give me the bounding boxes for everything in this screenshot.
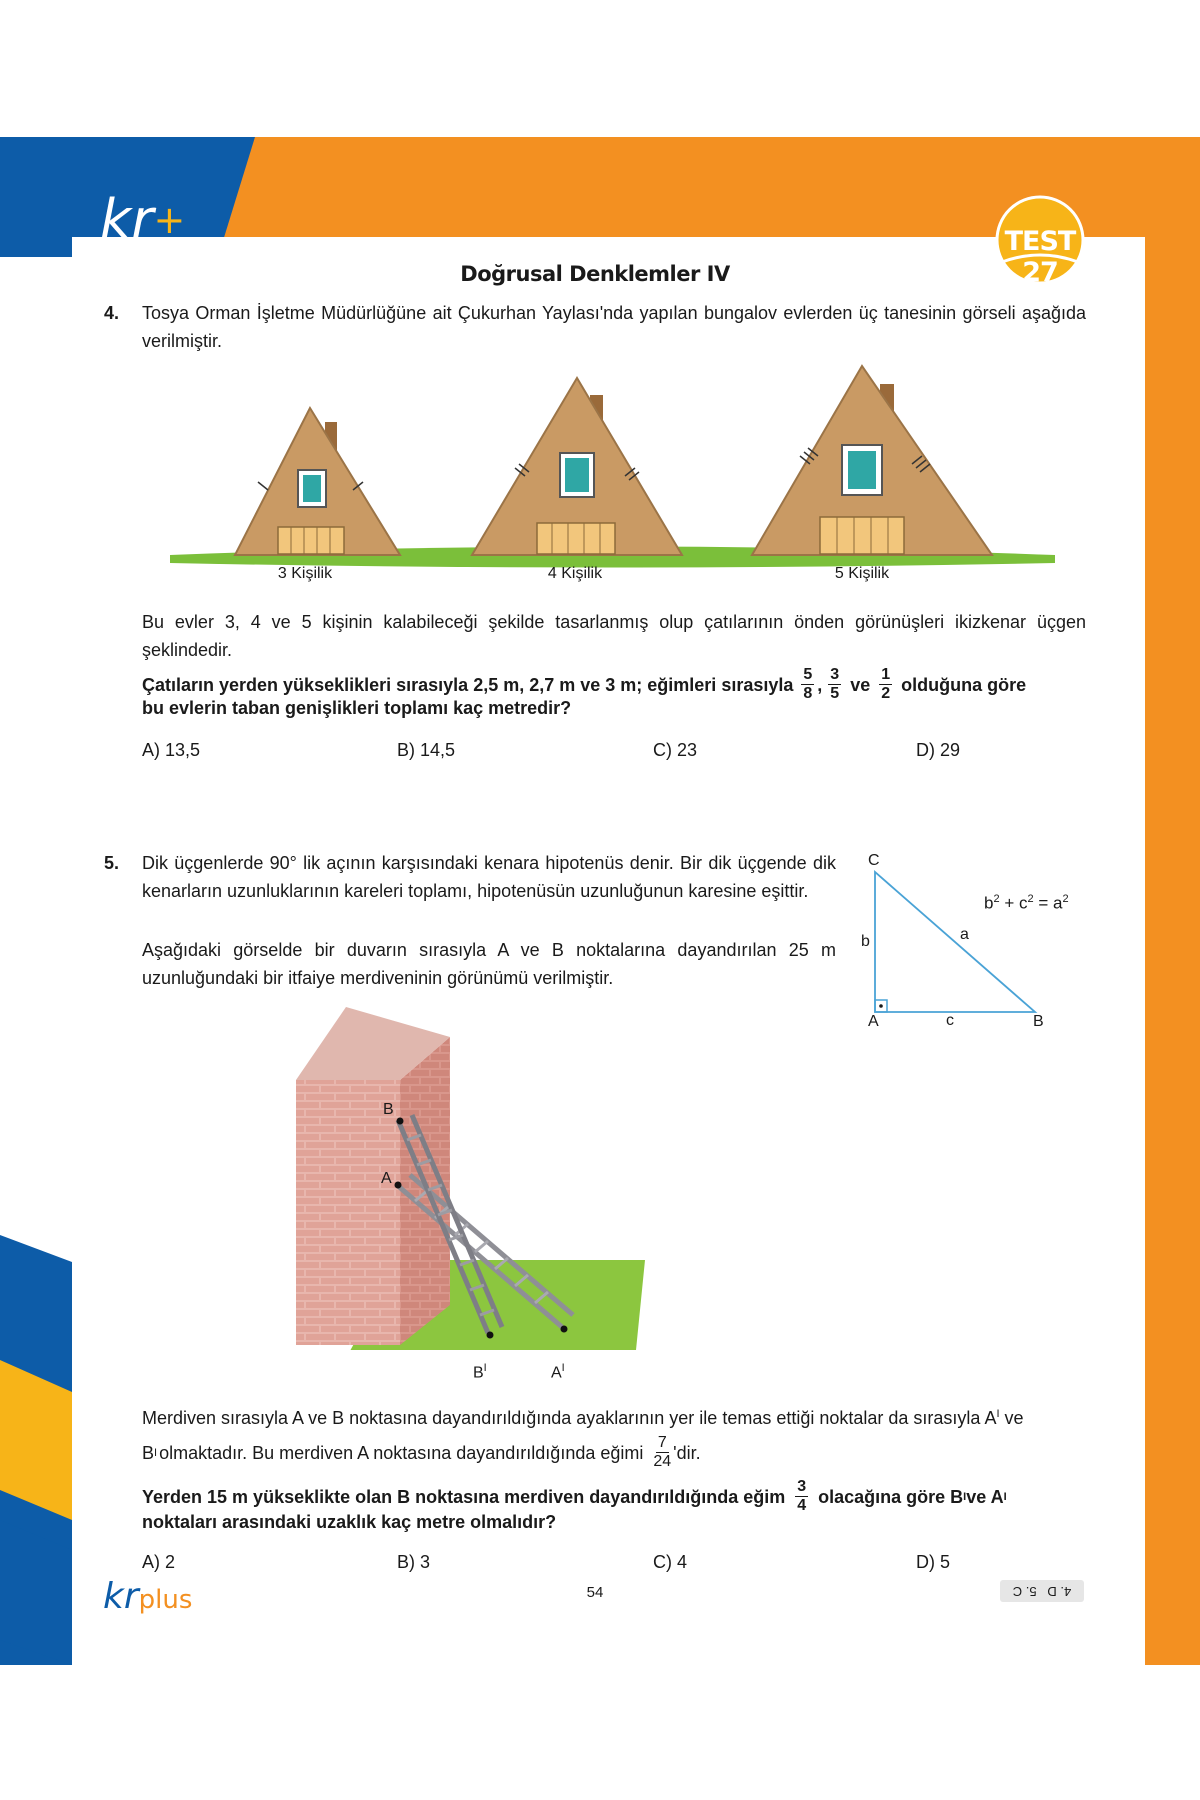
wall-ladder-illustration <box>290 1005 660 1350</box>
slope-fraction-2: $\frac{3}{5}$ <box>830 666 840 702</box>
q4-question-line2: bu evlerin taban genişlikleri toplamı kaç metredir? <box>142 698 572 718</box>
house-label-3: 5 Kişilik <box>834 565 890 582</box>
house-5-person <box>752 366 992 555</box>
q5-number: 5. <box>104 853 120 873</box>
point-Aprime-dot <box>561 1326 568 1333</box>
slope-fraction-3-4: $\frac{3}{4}$ <box>797 1478 807 1514</box>
header-logo <box>100 190 185 250</box>
q4-question-line1: Çatıların yerden yükseklikleri sırasıyla 2,5 m, 2,7 m ve 3 m; eğimleri sırasıyla $\frac{5}{8}$ , $\frac{3}{5}$ ve $\frac{1}{2}$ olduğuna göre <box>142 666 1027 702</box>
q4-bold-b: olduğuna göre <box>901 674 1027 695</box>
answer-key: 4. D 5. C <box>1000 1580 1084 1602</box>
q5-question-line2: noktaları arasındaki uzaklık kaç metre olmalıdır? <box>142 1512 557 1532</box>
q4-choice-c[interactable]: C) 23 <box>653 740 698 760</box>
ladder-label-B: B <box>383 1101 394 1118</box>
tri-label-b: b <box>861 933 870 950</box>
tri-label-C: C <box>868 852 880 869</box>
q4-number: 4. <box>104 303 120 323</box>
tri-label-a: a <box>960 926 969 943</box>
page-title: Doğrusal Denklemler IV <box>460 262 730 286</box>
house-label-2: 4 Kişilik <box>547 565 603 582</box>
wall-front <box>296 1080 400 1345</box>
test-badge-label: TEST 27 <box>1004 226 1076 288</box>
q4-intro: Tosya Orman İşletme Müdürlüğüne ait Çukurhan Yaylası'nda yapılan bungalov evlerden üç tanesinin görseli aşağıda verilmiştir. <box>142 303 1086 351</box>
point-B-dot <box>397 1118 404 1125</box>
ladder-label-Bprime: $B^I$ <box>473 1362 487 1382</box>
logo-text: kr <box>100 188 154 251</box>
slope-fraction-3: $\frac{1}{2}$ <box>881 666 891 702</box>
tri-label-A: A <box>868 1013 879 1030</box>
q5-paragraph-3-line2: B I olmaktadır. Bu merdiven A noktasına dayandırıldığında eğimi $\frac{7}{24}$ 'dir. <box>142 1434 701 1470</box>
house-label-1: 3 Kişilik <box>277 565 333 582</box>
q5-choice-b[interactable]: B) 3 <box>397 1552 431 1572</box>
pythagoras-formula: $b^2 + c^2 = a^2$ <box>984 893 1069 913</box>
q5-choice-a[interactable]: A) 2 <box>142 1552 176 1572</box>
q4-description: Bu evler 3, 4 ve 5 kişinin kalabileceği şekilde tasarlanmış olup çatılarının önden görünüşleri ikizkenar üçgen şeklindedir. <box>142 612 1086 660</box>
q5-paragraph-1: Dik üçgenlerde 90° lik açının karşısındaki kenara hipotenüs denir. Bir dik üçgende dik kenarların uzunluklarının kareleri toplamı, hipotenüsün uzunluğunun karesine eşittir. <box>142 853 836 901</box>
slope-fraction-7-24: $\frac{7}{24}$ <box>653 1434 672 1470</box>
q5-choice-c[interactable]: C) 4 <box>653 1552 688 1572</box>
tri-label-B: B <box>1033 1013 1044 1030</box>
ladder-label-Aprime: $A^I$ <box>551 1362 565 1382</box>
bungalow-illustration <box>160 360 1060 575</box>
q4-bold-a: Çatıların yerden yükseklikleri sırasıyla 2,5 m, 2,7 m ve 3 m; eğimleri sırasıyla <box>142 674 794 695</box>
house-3-person <box>235 408 400 555</box>
slope-fraction-1: $\frac{5}{8}$ <box>803 666 813 702</box>
right-triangle-diagram <box>860 852 1100 1037</box>
q4-ve: ve <box>850 674 871 695</box>
q5-choice-d[interactable]: D) 5 <box>916 1552 951 1572</box>
q5-paragraph-3-line1: Merdiven sırasıyla A ve B noktasına dayandırıldığında ayaklarının yer ile temas ettiği noktalar da sırasıyla $A^I$ ve <box>142 1408 1024 1428</box>
point-Bprime-dot <box>487 1332 494 1339</box>
ladder-label-A: A <box>381 1170 392 1187</box>
q4-choice-d[interactable]: D) 29 <box>916 740 961 760</box>
q4-choice-b[interactable]: B) 14,5 <box>397 740 456 760</box>
q5-question-line1: Yerden 15 m yükseklikte olan B noktasına merdiven dayandırıldığında eğim $\frac{3}{4}$ olacağına göre B I ve A I <box>142 1478 1007 1514</box>
tri-label-c: c <box>946 1012 954 1029</box>
logo-plus: + <box>153 198 186 242</box>
footer-logo-plus: plus <box>138 1585 193 1615</box>
q4-choice-a[interactable]: A) 13,5 <box>142 740 201 760</box>
footer-logo <box>103 1575 192 1622</box>
point-A-dot <box>395 1182 402 1189</box>
house-4-person <box>472 378 682 555</box>
footer-logo-kr: kr <box>103 1576 139 1617</box>
q5-paragraph-2: Aşağıdaki görselde bir duvarın sırasıyla A ve B noktalarına dayandırılan 25 m uzunluğundaki bir itfaiye merdiveninin görünümü verilmiştir. <box>142 940 836 988</box>
page-number: 54 <box>586 1584 604 1601</box>
